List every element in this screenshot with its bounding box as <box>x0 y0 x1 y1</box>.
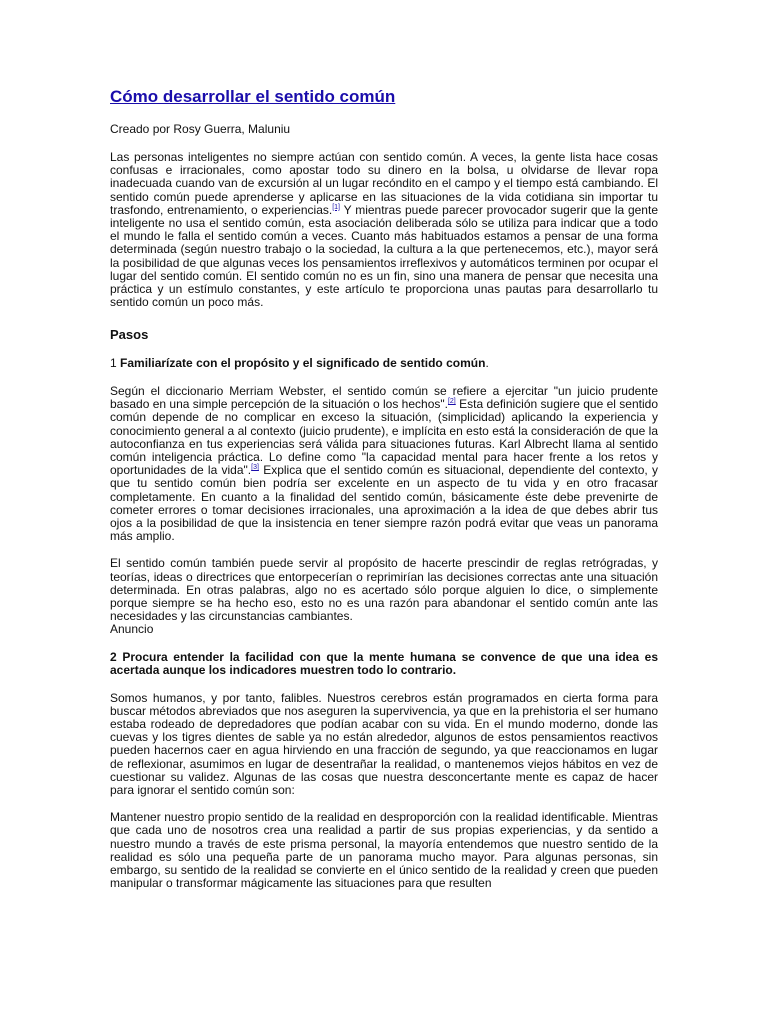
step-1-heading <box>110 357 658 371</box>
step-2-heading <box>110 651 658 678</box>
step-1-number: 1 <box>110 356 117 371</box>
step-1-p1-part2: Esta definición sugiere que el sentido común depende de no complicar en exceso la situación, (simplicidad) aplicando la experiencia y conocimiento general a al contexto (juicio prudente), e implícita en esto está la consideración de que la autoconfianza en tus experiencias será válida para situaciones futuras. Karl Albrecht llama al sentido común inteligencia práctica. Lo define como "la capacidad mental para hacer frente a los retos y oportunidades de la vida". <box>110 397 658 478</box>
step-2-paragraph-2: Mantener nuestro propio sentido de la realidad en desproporción con la realidad identificable. Mientras que cada uno de nosotros crea una realidad a partir de sus propias experiencias, y da sentido a nuestro mundo a través de este prisma personal, la mayoría entendemos que nuestro sentido de la realidad es sólo una pequeña parte de un panorama mucho mayor. Para algunas personas, sin embargo, su sentido de la realidad se convierte en el único sentido de la realidad y creen que pueden manipular o transformar mágicamente las situaciones para que resulten <box>110 810 658 891</box>
reference-link-1[interactable]: [1] <box>332 203 341 211</box>
step-1-p1-part3: Explica que el sentido común es situacional, dependiente del contexto, y que tu sentido común bien podría ser excelente en un aspecto de tu vida y en otro fracasar completamente. En cuanto a la finalidad del sentido común, básicamente éste debe prevenirte de cometer errores o tomar decisiones irracionales, una aproximación a la idea de que debes abrir tus ojos a la posibilidad de que la insistencia en tener siempre razón podrá evitar que veas un panorama más amplio. <box>110 463 659 544</box>
article-byline: Creado por Rosy Guerra, Maluniu <box>110 122 291 136</box>
step-1-title: Familiarízate con el propósito y el significado de sentido común <box>120 356 486 371</box>
step-1-paragraph-1 <box>110 385 658 543</box>
intro-text-part1: Las personas inteligentes no siempre actúan con sentido común. A veces, la gente lista hace cosas confusas e irracionales, como apostar todo su dinero en la bolsa, u olvidarse de llevar ropa inadecuada cuando van de excursión al un lugar recóndito en el campo y el tiempo está cambiando. El sentido común puede aprenderse y aplicarse en las situaciones de la vida cotidiana sin importar tu trasfondo, entrenamiento, o experiencias. <box>110 150 658 217</box>
reference-link-3[interactable]: [3] <box>251 464 259 472</box>
step-2-paragraph-1: Somos humanos, y por tanto, falibles. Nuestros cerebros están programados en cierta forma para buscar métodos abreviados que nos aseguren la supervivencia, ya que en la prehistoria el ser humano estaba rodeado de depredadores que podían acabar con su vida. En el mundo moderno, donde las cuevas y los tigres dientes de sable ya no están alrededor, algunos de estos pensamientos reactivos pueden hacernos caer en agua hirviendo en una fracción de segundo, ya que reaccionamos en lugar de reflexionar, asumimos en lugar de desentrañar la realidad, o mantenemos viejos hábitos en vez de cuestionar su validez. Algunas de las cosas que nuestra desconcertante mente es capaz de hacer para ignorar el sentido común son: <box>110 690 658 798</box>
step-1-paragraph-2 <box>110 557 658 636</box>
article-title-link[interactable]: Cómo desarrollar el sentido común <box>110 87 396 106</box>
steps-heading: Pasos <box>110 327 149 343</box>
ad-label: Anuncio <box>110 622 154 637</box>
step-2-number: 2 <box>110 649 117 664</box>
intro-text-part2: Y mientras puede parecer provocador sugerir que la gente inteligente no usa el sentido común, esta asociación deliberada sólo se utiliza para indicar que a todo el mundo le falla el sentido común a veces. Cuanto más habituados estamos a pensar de una forma determinada (según nuestro trabajo o la sociedad, la cultura a la que pertenecemos, etc.), mayor será la posibilidad de que algunas veces los pensamientos irreflexivos y automáticos terminen por ocupar el lugar del sentido común. El sentido común no es un fin, sino una manera de pensar que necesita una práctica y un estímulo constantes, y este artículo te proporciona unas pautas para desarrollarlo tu sentido común un poco más. <box>110 202 658 310</box>
reference-link-2[interactable]: [2] <box>447 398 456 406</box>
intro-paragraph <box>110 151 658 309</box>
step-2-title: Procura entender la facilidad con que la mente humana se convence de que una idea es acertada aunque los indicadores muestren todo lo contrario. <box>110 649 658 678</box>
step-1-p1-part1: Según el diccionario Merriam Webster, el sentido común se refiere a ejercitar "un juicio prudente basado en una simple percepción de la situación o los hechos". <box>110 383 658 412</box>
article <box>110 86 658 890</box>
step-1-p2-text: El sentido común también puede servir al propósito de hacerte prescindir de reglas retrógradas, y teorías, ideas o directrices que entorpecerían o reprimirían las decisiones correctas ante una situación determinada. En otras palabras, algo no es acertado sólo porque alguien lo dice, o simplemente porque siempre se ha hecho eso, esto no es una razón para abandonar el sentido común ante las necesidades y las circunstancias cambiantes. <box>110 556 658 624</box>
step-1-title-end: . <box>485 356 489 371</box>
